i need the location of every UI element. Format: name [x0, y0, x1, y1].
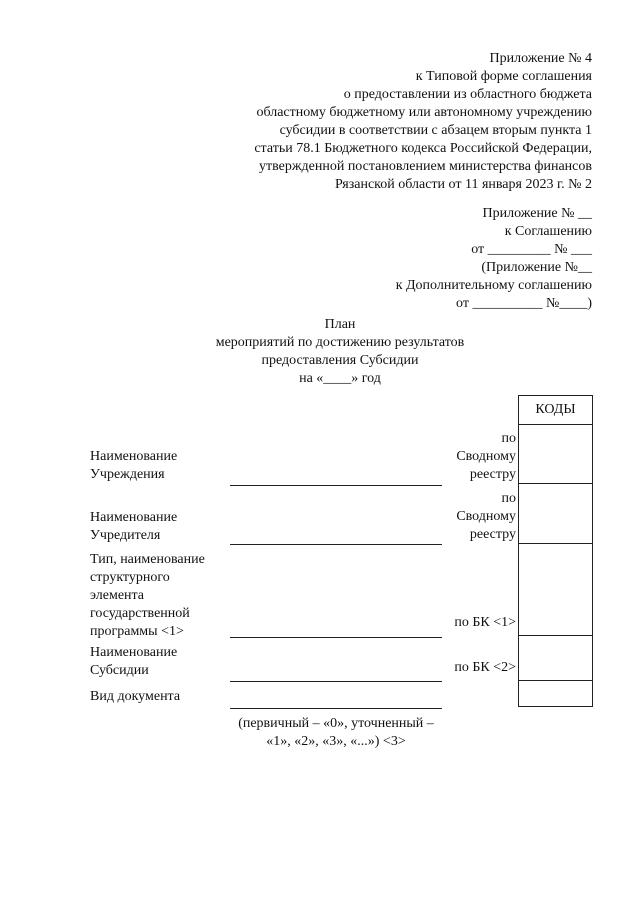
- institution-field[interactable]: [230, 485, 442, 486]
- doc-type-field[interactable]: [230, 708, 442, 709]
- row-label-founder: [90, 509, 177, 545]
- code-label-bk1: [454, 614, 516, 632]
- agreement-line: к Дополнительному соглашению: [395, 278, 592, 293]
- founder-field[interactable]: [230, 544, 442, 545]
- label-line: Субсидии: [90, 663, 149, 678]
- agreement-line: от __________ №____): [456, 296, 592, 311]
- row-label-program: [90, 551, 205, 641]
- codes-header: КОДЫ: [535, 402, 576, 417]
- label-line: Учредителя: [90, 528, 161, 543]
- code-cell-divider: [518, 635, 593, 636]
- agreement-line: к Соглашению: [504, 224, 592, 239]
- title-line: План: [324, 317, 356, 332]
- codes-column: [518, 424, 593, 707]
- label-line: Тип, наименование: [90, 552, 205, 567]
- label-line: по БК <1>: [454, 615, 516, 630]
- subsidy-field[interactable]: [230, 681, 442, 682]
- label-line: Учреждения: [90, 467, 165, 482]
- label-line: по: [501, 431, 516, 446]
- header-line: субсидии в соответствии с абзацем вторым пункта 1: [279, 123, 592, 138]
- row-label-subsidy: [90, 644, 177, 680]
- note-line: (первичный – «0», уточненный –: [238, 716, 434, 731]
- agreement-line: (Приложение №__: [481, 260, 592, 275]
- label-line: Наименование: [90, 510, 178, 525]
- document-title: [140, 316, 540, 388]
- label-line: по БК <2>: [454, 660, 516, 675]
- header-line: областному бюджетному или автономному учреждению: [256, 105, 592, 120]
- row-label-institution: [90, 448, 177, 484]
- title-line: мероприятий по достижению результатов: [215, 335, 465, 350]
- code-cell-divider: [518, 543, 593, 544]
- title-line: предоставления Субсидии: [261, 353, 419, 368]
- label-line: структурного: [90, 570, 170, 585]
- label-line: программы <1>: [90, 624, 184, 639]
- note-line: «1», «2», «3», «...») <3>: [266, 734, 406, 749]
- code-label-bk2: [454, 659, 516, 677]
- codes-header-cell: [518, 395, 593, 425]
- label-line: Наименование: [90, 645, 178, 660]
- label-line: Наименование: [90, 449, 178, 464]
- label-line: Вид документа: [90, 689, 181, 704]
- appendix-header: [254, 50, 592, 194]
- code-cell-divider: [518, 483, 593, 484]
- agreement-reference: [396, 205, 592, 313]
- header-line: к Типовой форме соглашения: [415, 69, 592, 84]
- label-line: по: [501, 491, 516, 506]
- code-label-registry: [456, 430, 516, 484]
- code-cell-divider: [518, 680, 593, 681]
- code-label-registry: [456, 490, 516, 544]
- header-line: Рязанской области от 11 января 2023 г. № 2: [335, 177, 592, 192]
- header-line: статьи 78.1 Бюджетного кодекса Российской Федерации,: [254, 141, 592, 156]
- program-field[interactable]: [230, 637, 442, 638]
- header-line: Приложение № 4: [489, 51, 592, 66]
- agreement-line: от _________ № ___: [471, 242, 592, 257]
- agreement-line: Приложение № __: [482, 206, 592, 221]
- header-line: о предоставлении из областного бюджета: [343, 87, 592, 102]
- label-line: реестру: [469, 467, 516, 482]
- row-label-doc-type: [90, 688, 180, 706]
- doc-type-note: [200, 715, 472, 751]
- label-line: реестру: [469, 527, 516, 542]
- label-line: Сводному: [456, 449, 516, 464]
- label-line: Сводному: [456, 509, 516, 524]
- title-line: на «____» год: [299, 371, 381, 386]
- label-line: государственной: [90, 606, 190, 621]
- header-line: утвержденной постановлением министерства финансов: [258, 159, 592, 174]
- label-line: элемента: [90, 588, 145, 603]
